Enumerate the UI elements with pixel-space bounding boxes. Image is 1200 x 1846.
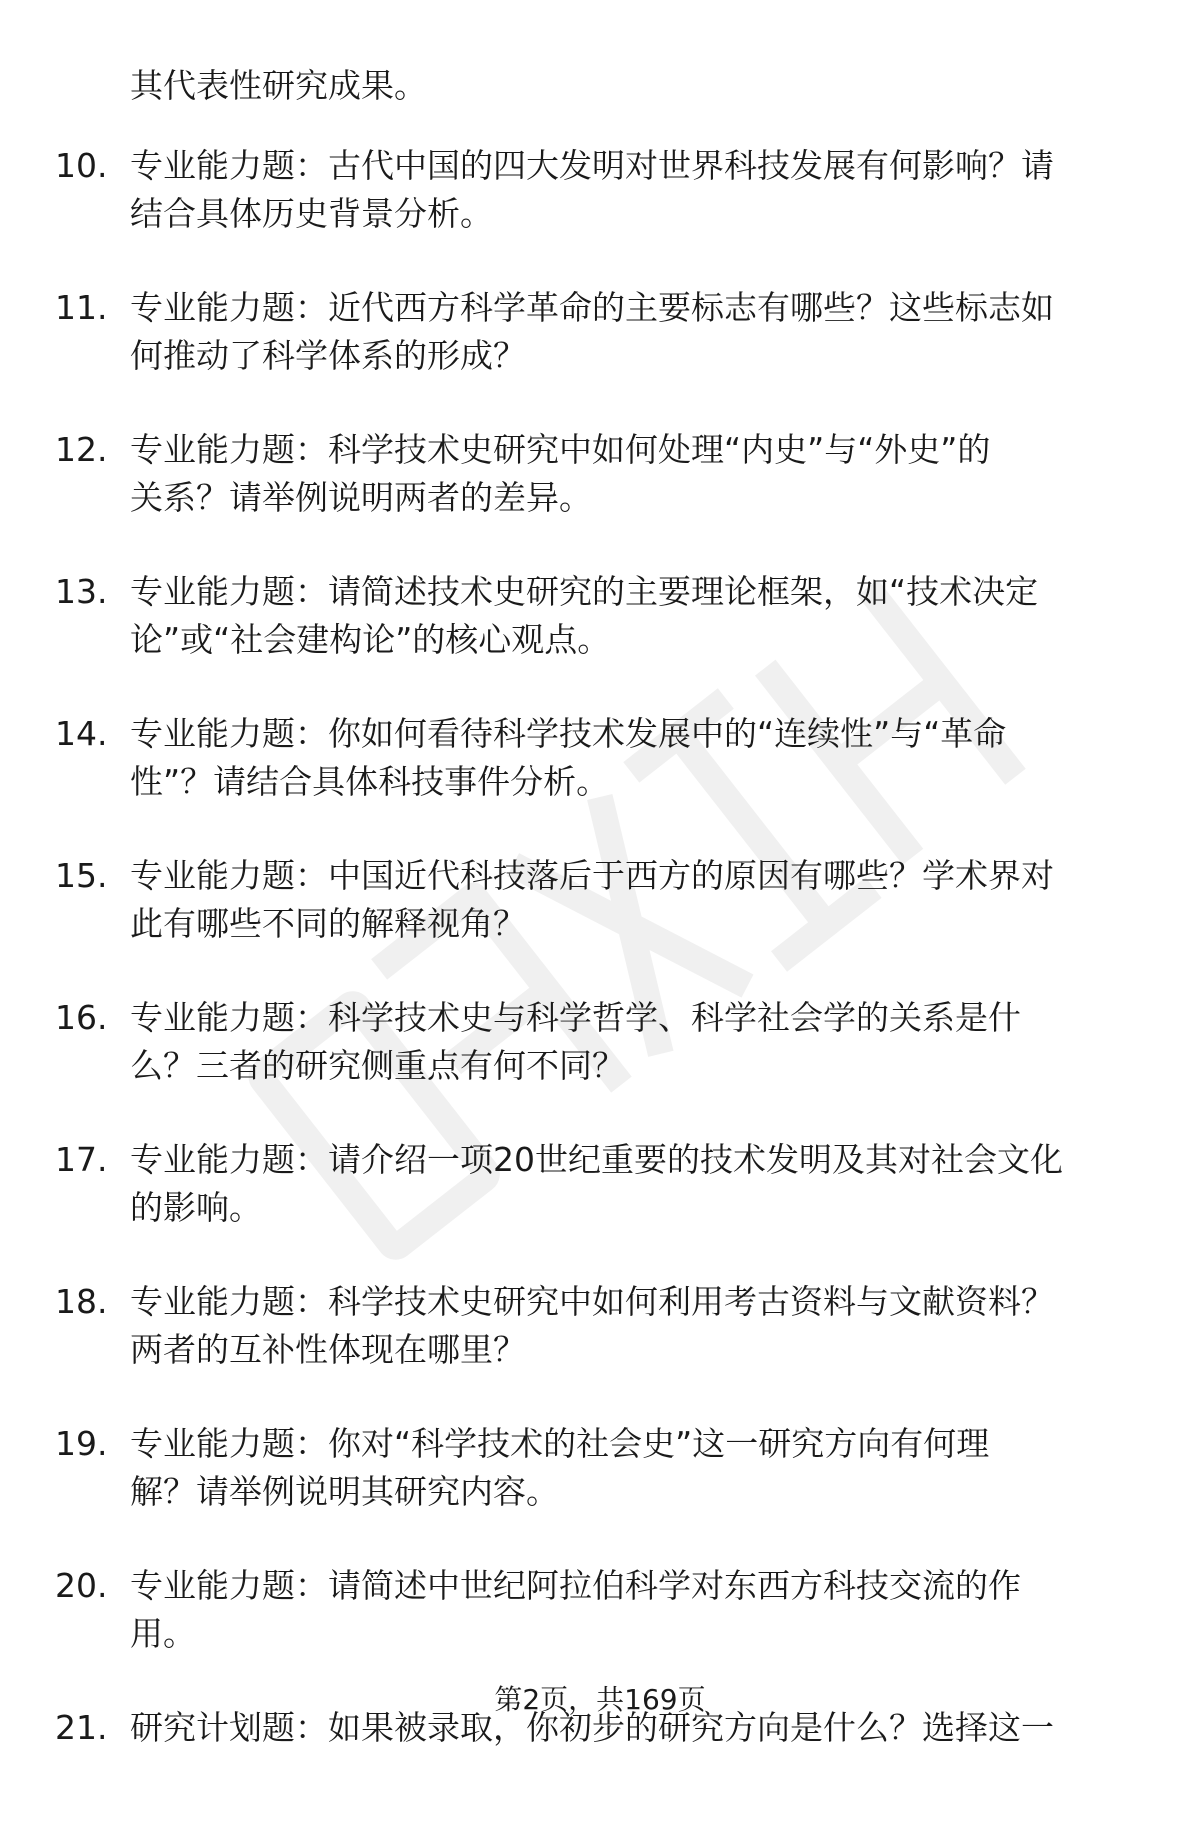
question-text-line: 用。 — [130, 1614, 196, 1653]
question-text-line: 专业能力题：你如何看待科学技术发展中的“连续性”与“革命 — [130, 714, 1007, 753]
question-text-line: 么？三者的研究侧重点有何不同？ — [130, 1046, 625, 1085]
question-text-line: 研究计划题：如果被录取，你初步的研究方向是什么？选择这一 — [130, 1708, 1054, 1747]
question-item — [0, 142, 1200, 284]
question-item — [0, 994, 1200, 1136]
question-text-line: 论”或“社会建构论”的核心观点。 — [130, 620, 611, 659]
question-number: 15. — [55, 856, 108, 895]
question-text-line: 专业能力题：科学技术史研究中如何处理“内史”与“外史”的 — [130, 430, 991, 469]
question-number: 10. — [55, 146, 108, 185]
question-text-line: 性”？请结合具体科技事件分析。 — [130, 762, 610, 801]
question-item — [0, 284, 1200, 426]
question-number: 19. — [55, 1424, 108, 1463]
question-item — [0, 1278, 1200, 1420]
question-number: 20. — [55, 1566, 108, 1605]
question-item — [0, 1704, 1200, 1846]
question-text-line: 关系？请举例说明两者的差异。 — [130, 478, 592, 517]
question-list — [0, 142, 1200, 1846]
question-text-line: 专业能力题：你对“科学技术的社会史”这一研究方向有何理 — [130, 1424, 990, 1463]
question-number: 11. — [55, 288, 108, 327]
question-item — [0, 1420, 1200, 1562]
question-text-line: 专业能力题：请简述中世纪阿拉伯科学对东西方科技交流的作 — [130, 1566, 1021, 1605]
question-item — [0, 710, 1200, 852]
question-item — [0, 1136, 1200, 1278]
question-text-line: 专业能力题：科学技术史与科学哲学、科学社会学的关系是什 — [130, 998, 1021, 1037]
question-text-line: 专业能力题：近代西方科学革命的主要标志有哪些？这些标志如 — [130, 288, 1054, 327]
question-number: 12. — [55, 430, 108, 469]
question-number: 16. — [55, 998, 108, 1037]
question-text-line: 解？请举例说明其研究内容。 — [130, 1472, 559, 1511]
question-number: 17. — [55, 1140, 108, 1179]
question-text-line: 专业能力题：中国近代科技落后于西方的原因有哪些？学术界对 — [130, 856, 1054, 895]
continuation-text: 其代表性研究成果。 — [130, 66, 427, 105]
question-item — [0, 852, 1200, 994]
question-text-line: 专业能力题：科学技术史研究中如何利用考古资料与文献资料？ — [130, 1282, 1054, 1321]
question-item — [0, 426, 1200, 568]
question-item — [0, 568, 1200, 710]
question-number: 18. — [55, 1282, 108, 1321]
question-number: 21. — [55, 1708, 108, 1747]
question-number: 13. — [55, 572, 108, 611]
question-text-line: 专业能力题：请介绍一项20世纪重要的技术发明及其对社会文化 — [130, 1140, 1063, 1179]
page-footer: 第2页，共169页 — [494, 1683, 706, 1716]
question-text-line: 两者的互补性体现在哪里？ — [130, 1330, 526, 1369]
question-text-line: 结合具体历史背景分析。 — [130, 194, 493, 233]
question-text-line: 何推动了科学体系的形成？ — [130, 336, 526, 375]
question-text-line: 此有哪些不同的解释视角？ — [130, 904, 526, 943]
question-number: 14. — [55, 714, 108, 753]
question-text-line: 的影响。 — [130, 1188, 262, 1227]
question-text-line: 专业能力题：请简述技术史研究的主要理论框架，如“技术决定 — [130, 572, 1039, 611]
question-text-line: 专业能力题：古代中国的四大发明对世界科技发展有何影响？请 — [130, 146, 1054, 185]
